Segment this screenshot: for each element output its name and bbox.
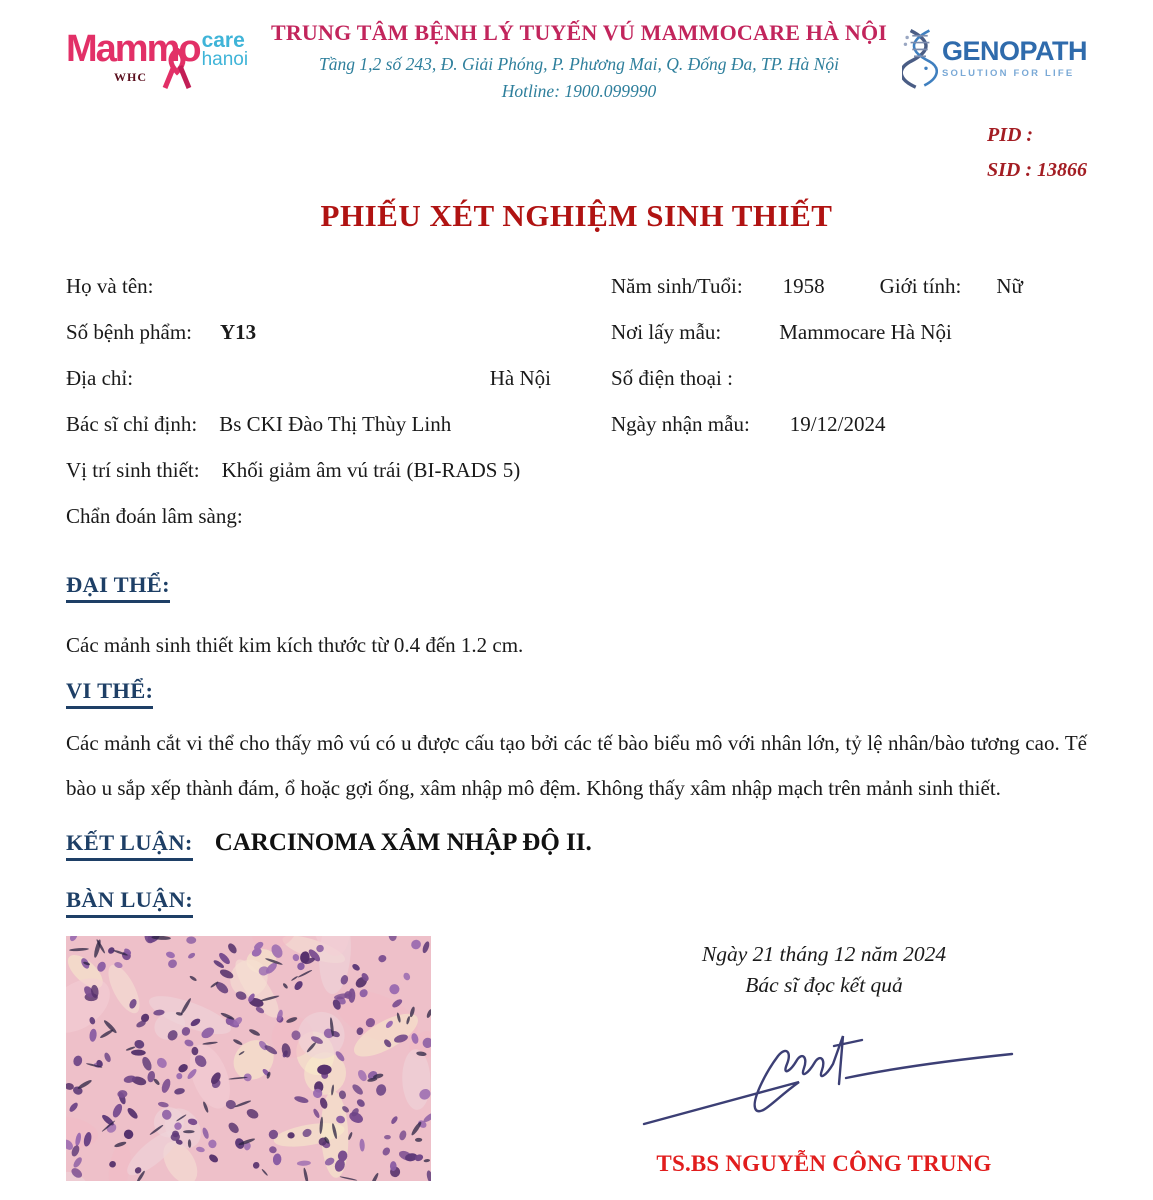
genopath-tagline: SOLUTION FOR LIFE (941, 67, 1075, 79)
mammocare-logo-hanoi: hanoi (201, 48, 249, 70)
info-row-3 (66, 366, 1087, 412)
phone-label: Số điện thoại : (611, 366, 733, 390)
reader-label: Bác sĩ đọc kết quả (745, 973, 903, 997)
patient-info (66, 274, 1087, 544)
sample-place-value: Mammocare Hà Nội (779, 320, 952, 344)
report-date: Ngày 21 tháng 12 năm 2024 (701, 942, 947, 966)
info-row-6 (66, 504, 1087, 544)
gross-section-heading: ĐẠI THỂ: (66, 572, 170, 603)
birth-value: 1958 (782, 274, 825, 298)
info-row-1 (66, 274, 1087, 320)
conclusion-heading: KẾT LUẬN: (66, 830, 193, 861)
pink-ribbon-icon (162, 48, 192, 90)
dna-helix-icon (902, 22, 938, 94)
gender-value: Nữ (996, 274, 1023, 298)
specimen-label: Số bệnh phẩm: (66, 320, 192, 344)
header-center (256, 8, 902, 102)
org-address: Tầng 1,2 số 243, Đ. Giải Phóng, P. Phương Mai, Q. Đống Đa, TP. Hà Nội (319, 54, 839, 74)
org-hotline: Hotline: 1900.099990 (501, 81, 657, 101)
receive-date-value: 19/12/2024 (789, 412, 886, 436)
receive-date-label: Ngày nhận mẫu: (611, 412, 750, 436)
info-row-2 (66, 320, 1087, 366)
conclusion-text: CARCINOMA XÂM NHẬP ĐỘ II. (214, 829, 592, 856)
mammocare-logo-text: Mammo (66, 28, 200, 70)
micro-section-heading: VI THỂ: (66, 678, 153, 709)
pid-value: PID : (986, 124, 1034, 146)
ref-doctor-value: Bs CKI Đào Thị Thùy Linh (219, 412, 452, 436)
birth-label: Năm sinh/Tuổi: (611, 274, 743, 298)
histology-image (66, 936, 431, 1181)
sample-place-label: Nơi lấy mẫu: (611, 320, 722, 344)
discussion-heading: BÀN LUẬN: (66, 887, 193, 918)
signature-column (431, 936, 1087, 1181)
doctor-name: TS.BS NGUYỄN CÔNG TRUNG (656, 1151, 992, 1176)
address-label: Địa chỉ: (66, 366, 134, 390)
report-header (66, 8, 1087, 102)
clinical-dx-label: Chẩn đoán lâm sàng: (66, 504, 243, 528)
gross-section-text: Các mảnh sinh thiết kim kích thước từ 0.4 đến 1.2 cm. (66, 633, 524, 657)
specimen-value: Y13 (220, 320, 257, 344)
conclusion-row (66, 829, 1087, 861)
id-block (987, 118, 1087, 188)
micro-section-text: Các mảnh cắt vi thể cho thấy mô vú có u được cấu tạo bởi các tế bào biểu mô với nhân lớn, tỷ lệ nhân/bào tương cao. Tế bào u sắp xếp thành đám, ổ hoặc gợi ống, xâm nhập mô đệm. Không thấy xâm nhập mạch trên mảnh sinh thiết. (66, 731, 1087, 800)
page-title: PHIẾU XÉT NGHIỆM SINH THIẾT (320, 198, 833, 233)
biopsy-site-value: Khối giảm âm vú trái (BI-RADS 5) (221, 458, 521, 482)
genopath-name: GENOPATH (941, 35, 1087, 66)
gender-label: Giới tính: (879, 274, 962, 298)
address-value: Hà Nội (489, 366, 551, 390)
biopsy-site-label: Vị trí sinh thiết: (66, 458, 200, 482)
whc-mark: WHC (114, 70, 147, 84)
mammocare-logo-care: care (201, 29, 245, 52)
ref-doctor-label: Bác sĩ chỉ định: (66, 412, 198, 436)
org-name: TRUNG TÂM BỆNH LÝ TUYẾN VÚ MAMMOCARE HÀ NỘI (270, 20, 888, 45)
bottom-region (66, 936, 1087, 1181)
sid-value: SID : 13866 (986, 159, 1087, 181)
name-label: Họ và tên: (66, 274, 154, 298)
info-row-5 (66, 458, 1087, 504)
genopath-logo (902, 8, 1087, 94)
doctor-signature (624, 1020, 1024, 1130)
mammocare-logo (66, 8, 256, 85)
info-row-4 (66, 412, 1087, 458)
